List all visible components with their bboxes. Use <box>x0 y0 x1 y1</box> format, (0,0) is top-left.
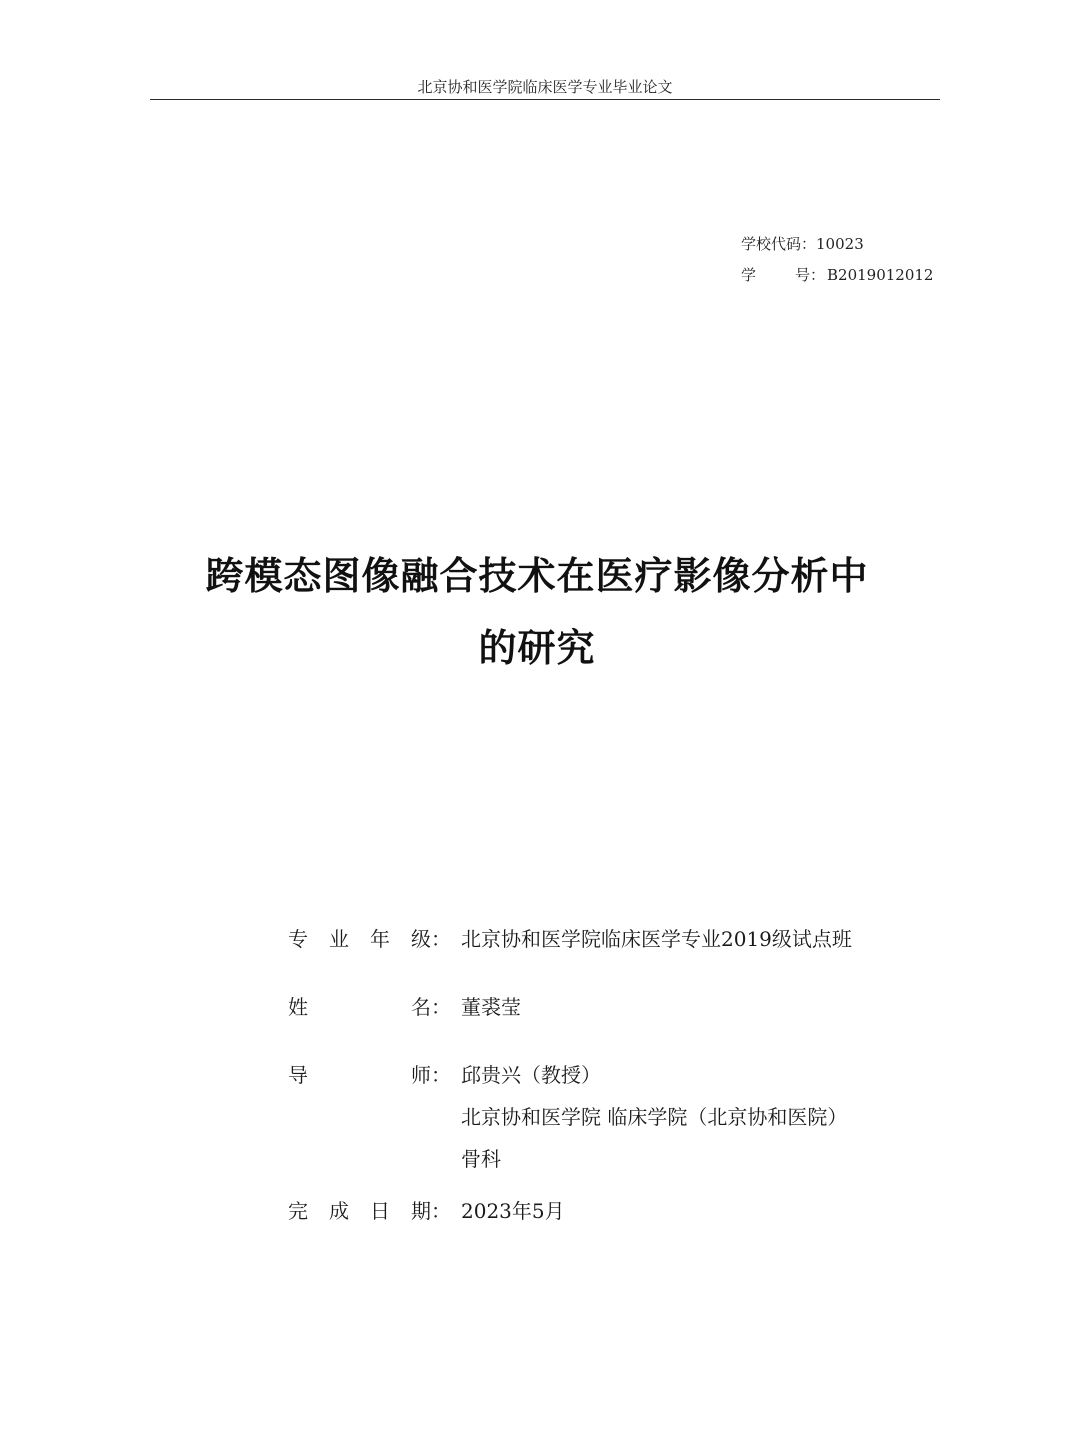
name-value: 董裘莹 <box>461 995 521 1019</box>
date-label-char: 日 <box>370 1199 390 1223</box>
student-id-label <box>741 264 825 285</box>
thesis-title <box>120 540 954 684</box>
advisor-affiliation: 北京协和医学院 临床学院（北京协和医院） <box>461 1105 848 1129</box>
meta-block <box>741 228 933 290</box>
name-label-char: 名 <box>411 995 431 1019</box>
student-id-label-char-2: 号： <box>794 266 825 284</box>
thesis-title-line-1: 跨模态图像融合技术在医疗影像分析中 <box>205 554 869 598</box>
advisor-label-char: 师 <box>411 1063 431 1087</box>
advisor-department: 骨科 <box>461 1147 501 1171</box>
advisor-row <box>288 1054 852 1190</box>
student-id-label-char-1: 学 <box>741 266 757 284</box>
school-code-label: 学校代码： <box>741 235 817 253</box>
advisor-label-char: 导 <box>288 1063 308 1087</box>
major-label-char: 级 <box>411 927 431 951</box>
date-label <box>288 1190 431 1232</box>
name-label <box>288 986 431 1028</box>
major-row <box>288 918 852 986</box>
date-label-char: 成 <box>329 1199 349 1223</box>
major-label <box>288 918 431 960</box>
student-id-row <box>741 259 933 290</box>
school-code-value: 10023 <box>816 234 864 253</box>
school-code-row <box>741 228 933 259</box>
major-value: 北京协和医学院临床医学专业2019级试点班 <box>461 927 852 951</box>
date-colon: ： <box>431 1199 451 1223</box>
advisor-label <box>288 1054 431 1096</box>
header-rule <box>150 99 940 100</box>
date-label-char: 完 <box>288 1199 308 1223</box>
major-label-char: 专 <box>288 927 308 951</box>
date-row <box>288 1190 852 1232</box>
name-row <box>288 986 852 1054</box>
advisor-colon: ： <box>431 1063 451 1087</box>
student-id-value: B2019012012 <box>827 265 934 284</box>
thesis-title-line-2: 的研究 <box>478 626 596 670</box>
running-header: 北京协和医学院临床医学专业毕业论文 <box>417 78 673 96</box>
name-colon: ： <box>431 995 451 1019</box>
major-label-char: 业 <box>329 927 349 951</box>
date-label-char: 期 <box>411 1199 431 1223</box>
info-block <box>288 918 852 1232</box>
major-colon: ： <box>431 927 451 951</box>
major-label-char: 年 <box>370 927 390 951</box>
advisor-name: 邱贵兴（教授） <box>461 1063 601 1087</box>
name-label-char: 姓 <box>288 995 308 1019</box>
date-value: 2023年5月 <box>461 1199 565 1223</box>
